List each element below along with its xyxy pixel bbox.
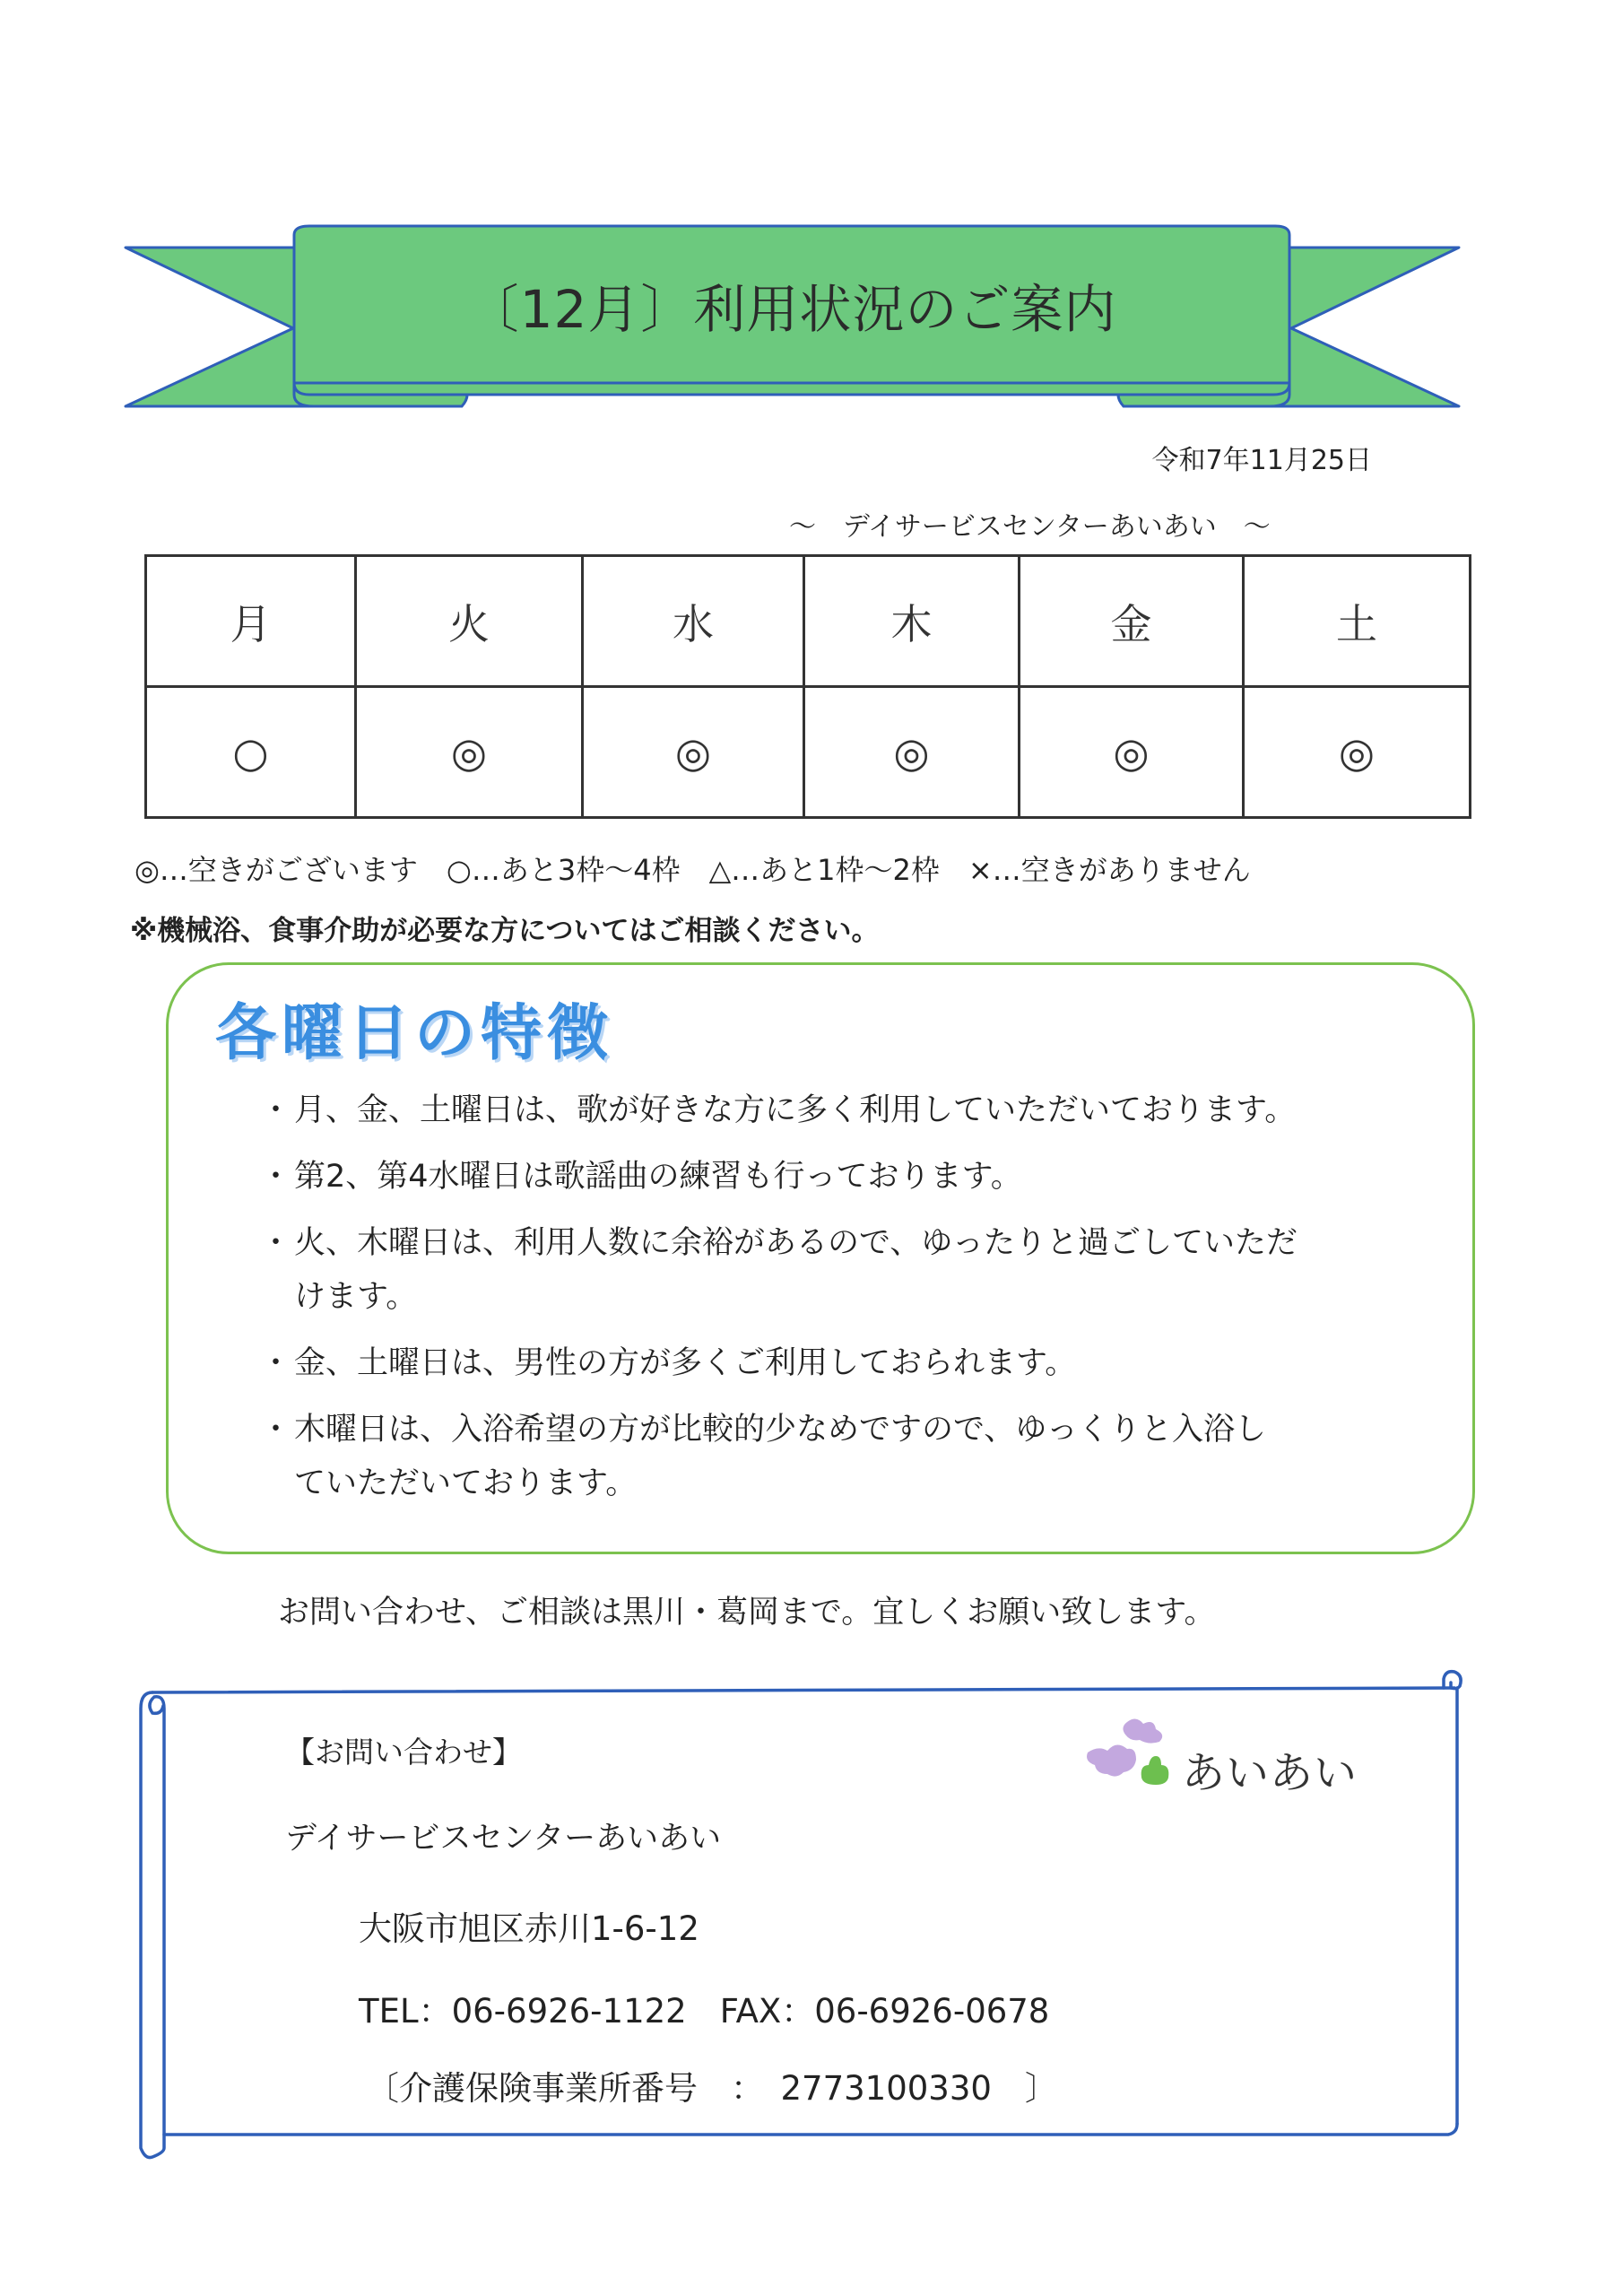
- logo-leaf-icon: [1141, 1756, 1169, 1785]
- scroll-top-edge: [152, 1688, 1454, 1692]
- availability-mark: ◎: [1244, 687, 1471, 818]
- contact-persons-line: お問い合わせ、ご相談は黒川・葛岡まで。宜しくお願い致します。: [278, 1595, 1216, 1631]
- scroll-right-rod: [1444, 1672, 1461, 2124]
- center-name-subtitle: ～ デイサービスセンターあいあい ～: [789, 511, 1271, 543]
- assistance-note: ※機械浴、食事介助が必要な方についてはご相談ください。: [130, 915, 880, 947]
- feature-item: ・ 月、金、土曜日は、歌が好きな方に多く利用していただいております。: [260, 1083, 1453, 1137]
- features-heading: 各曜日の特徴: [215, 998, 614, 1069]
- availability-legend: ◎…空きがございます ○…あと3枠～4枠 △…あと1枠～2枠 ×…空きがありません: [135, 853, 1251, 887]
- weekday-cell: 木: [804, 556, 1020, 687]
- availability-mark: ○: [146, 687, 356, 818]
- feature-item: ・ 火、木曜日は、利用人数に余裕があるので、ゆったりと過ごしていただけます。: [260, 1216, 1307, 1324]
- weekday-cell: 火: [356, 556, 583, 687]
- logo-text: あいあい: [1182, 1748, 1358, 1798]
- contact-heading: 【お問い合わせ】: [285, 1735, 522, 1770]
- page-title: 〔12月〕利用状況のご案内: [466, 278, 1117, 340]
- issue-date: 令和7年11月25日: [1151, 445, 1372, 476]
- scroll-bottom-edge: [164, 2124, 1457, 2135]
- availability-mark: ◎: [804, 687, 1020, 818]
- availability-mark: ◎: [356, 687, 583, 818]
- contact-address: 大阪市旭区赤川1-6-12: [359, 1909, 699, 1948]
- care-office-number: 〔介護保険事業所番号 ： 2773100330 〕: [366, 2069, 1058, 2108]
- weekday-cell: 月: [146, 556, 356, 687]
- availability-mark: ◎: [583, 687, 804, 818]
- weekday-cell: 土: [1244, 556, 1471, 687]
- feature-item: ・ 第2、第4水曜日は歌謡曲の練習も行っております。: [260, 1150, 1453, 1204]
- contact-tel-fax: TEL：06-6926-1122 FAX：06-6926-0678: [359, 1992, 1050, 2031]
- scroll-left-rod: [141, 1692, 164, 2158]
- availability-mark: ◎: [1020, 687, 1244, 818]
- logo-cloud-icon: [1123, 1718, 1162, 1743]
- feature-item: ・ 木曜日は、入浴希望の方が比較的少なめですので、ゆっくりと入浴していただいております。: [260, 1403, 1280, 1510]
- weekday-cell: 金: [1020, 556, 1244, 687]
- contact-facility-name: デイサービスセンターあいあい: [285, 1821, 722, 1857]
- feature-item: ・ 金、土曜日は、男性の方が多くご利用しておられます。: [260, 1336, 1453, 1390]
- weekday-cell: 水: [583, 556, 804, 687]
- logo-cloud-icon: [1087, 1744, 1136, 1776]
